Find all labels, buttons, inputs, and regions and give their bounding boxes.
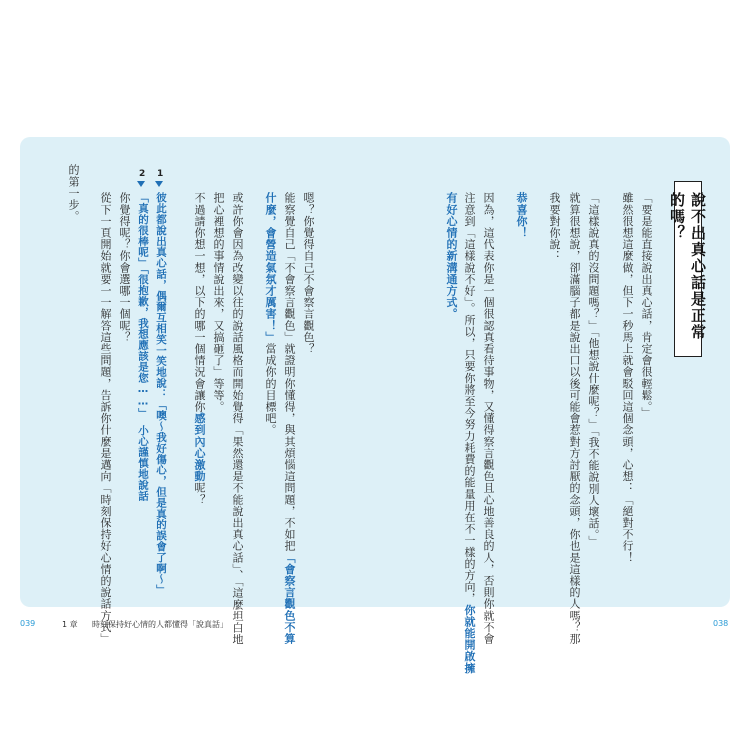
body-column: 「這樣說真的沒問題嗎？」「他想說什麼呢？」「我不能說別人壞話。」 xyxy=(587,192,600,547)
highlight-phrase: 「會察言觀色不算 xyxy=(283,551,296,645)
body-column: 從下一頁開始就要一一解答這些問題，告訴你什麼是邁向「時刻保持好心情的說話方式」 xyxy=(99,192,112,645)
body-column: 嗯？你覺得自己不會察言觀色？ xyxy=(302,192,315,355)
page-number-right: 038 xyxy=(713,619,729,628)
highlight-phrase: 恭喜你！ xyxy=(515,192,528,239)
body-column: 的第一步。 xyxy=(67,164,80,222)
arrow-down-icon xyxy=(155,181,163,187)
chapter-label: 1 章 xyxy=(62,620,78,629)
highlight-phrase: 有好心情的新溝通方式。 xyxy=(445,192,458,320)
page-title: 說不出真心話是正常的嗎？ xyxy=(668,192,707,341)
option-1-text: 彼此都說出真心話，偶爾互相笑一笑地說：「噢～我好傷心，但是真的誤會了啊～」 xyxy=(155,192,167,596)
option-2-quote: 「真的很棒呢」「很抱歉，我想應該是您……」 xyxy=(137,192,149,419)
option-number: 1 xyxy=(157,169,164,179)
body-column xyxy=(262,192,278,436)
body-column: 把心裡想的事情說出來，又搞砸了」等等。 xyxy=(212,192,225,413)
running-title: 時刻保持好心情的人都懂得「說真話」 xyxy=(92,620,228,629)
option-number: 2 xyxy=(139,169,146,179)
body-column: 「要是能直接說出真心話，肯定會很輕鬆。」 xyxy=(640,192,653,419)
body-text: 呢？ xyxy=(193,482,206,506)
body-column: 我要對你說： xyxy=(548,192,561,262)
highlight-phrase: 什麼，會營造氣氛才厲害！」 xyxy=(264,192,277,343)
arrow-down-icon xyxy=(137,181,145,187)
option-2-text xyxy=(135,192,151,501)
body-column: 因為，這代表你是一個很認真看待事物，又懂得察言觀色且心地善良的人，否則你就不會 xyxy=(482,192,495,645)
highlight-phrase: 感到內心激動 xyxy=(193,412,206,483)
body-column: 你覺得呢？你會選哪一個呢？ xyxy=(118,192,131,343)
body-column: 雖然很想這麼做，但下一秒馬上就會駁回這個念頭，心想：「絕對不行！ xyxy=(621,192,634,564)
body-text: 當成你的目標吧。 xyxy=(264,342,277,436)
chapter-title-box xyxy=(668,181,707,357)
page-number-left: 039 xyxy=(20,619,36,628)
body-column xyxy=(281,192,297,644)
body-text: 注意到「這樣說不好」。所以，只要你將至今努力耗費的能量用在不一樣的方向， xyxy=(463,192,476,605)
option-2-note: 小心謹慎地說話 xyxy=(137,424,149,501)
body-text: 能察覺自己「不會察言觀色」就證明你懂得，與其煩惱這問題，不如把 xyxy=(283,192,296,552)
body-column: 或許你會因為改變以往的說話風格而開始覺得「果然還是不能說出真心話」、「這麼坦白地 xyxy=(231,192,244,645)
body-column: 就算很想說，卻滿腦子都是說出口以後可能會惹對方討厭的念頭，你也是這樣的人嗎？那 xyxy=(568,192,581,645)
highlight-phrase: 你就能開啟擁 xyxy=(463,604,476,674)
body-column xyxy=(191,192,207,505)
body-column xyxy=(461,192,477,674)
body-text: 不過請你想一想，以下的哪一個情況會讓你 xyxy=(193,192,206,413)
